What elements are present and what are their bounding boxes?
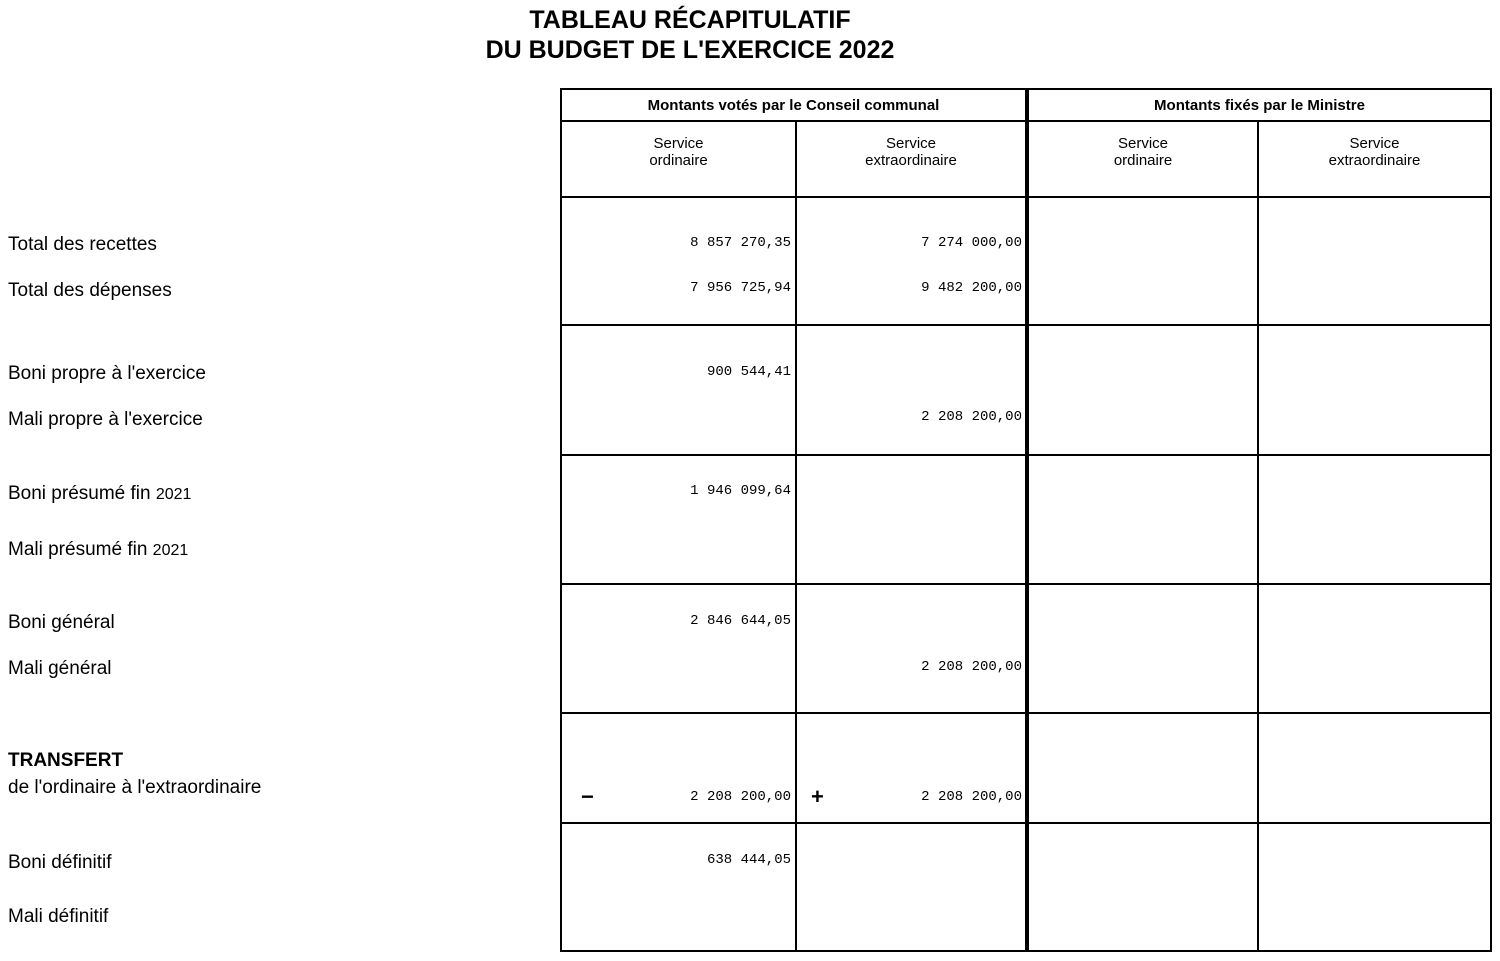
label-mali-definitif: Mali définitif: [8, 906, 109, 927]
label-total-depenses: Total des dépenses: [8, 280, 172, 301]
value-boni-presume-ordinaire: 1 946 099,64: [690, 483, 791, 499]
label-transfert-sub: de l'ordinaire à l'extraordinaire: [8, 777, 262, 798]
label-transfert: TRANSFERT: [8, 750, 124, 771]
subheader-conseil-extraordinaire: Service extraordinaire: [865, 135, 957, 169]
label-total-recettes: Total des recettes: [8, 234, 157, 255]
page-title-line-1: TABLEAU RÉCAPITULATIF: [529, 6, 851, 34]
value-total-depenses-ordinaire: 7 956 725,94: [690, 280, 791, 296]
value-mali-propre-extraordinaire: 2 208 200,00: [921, 409, 1022, 425]
label-boni-general: Boni général: [8, 612, 115, 633]
value-boni-general-ordinaire: 2 846 644,05: [690, 613, 791, 629]
value-total-recettes-extraordinaire: 7 274 000,00: [921, 235, 1022, 251]
plus-sign: +: [811, 784, 824, 809]
subheader-conseil-ordinaire: Service ordinaire: [649, 135, 708, 169]
label-mali-propre: Mali propre à l'exercice: [8, 409, 203, 430]
subheader-ministre-extraordinaire: Service extraordinaire: [1328, 135, 1421, 169]
label-boni-definitif: Boni définitif: [8, 852, 112, 873]
value-mali-general-extraordinaire: 2 208 200,00: [921, 659, 1022, 675]
label-boni-presume: Boni présumé fin 2021: [8, 483, 192, 504]
value-boni-definitif-ordinaire: 638 444,05: [706, 852, 791, 868]
label-mali-presume: Mali présumé fin 2021: [8, 539, 189, 560]
minus-sign: −: [581, 784, 594, 809]
header-conseil-communal: Montants votés par le Conseil communal: [647, 97, 940, 114]
page-title-line-2: DU BUDGET DE L'EXERCICE 2022: [485, 36, 895, 64]
header-ministre: Montants fixés par le Ministre: [1154, 97, 1365, 114]
value-total-depenses-extraordinaire: 9 482 200,00: [921, 280, 1022, 296]
value-transfert-extraordinaire: 2 208 200,00: [921, 789, 1022, 805]
subheader-ministre-ordinaire: Service ordinaire: [1113, 135, 1173, 169]
value-total-recettes-ordinaire: 8 857 270,35: [690, 235, 791, 251]
value-transfert-ordinaire: 2 208 200,00: [690, 789, 791, 805]
label-mali-general: Mali général: [8, 658, 112, 679]
label-boni-propre: Boni propre à l'exercice: [8, 363, 206, 384]
value-boni-propre-ordinaire: 900 544,41: [706, 364, 791, 380]
